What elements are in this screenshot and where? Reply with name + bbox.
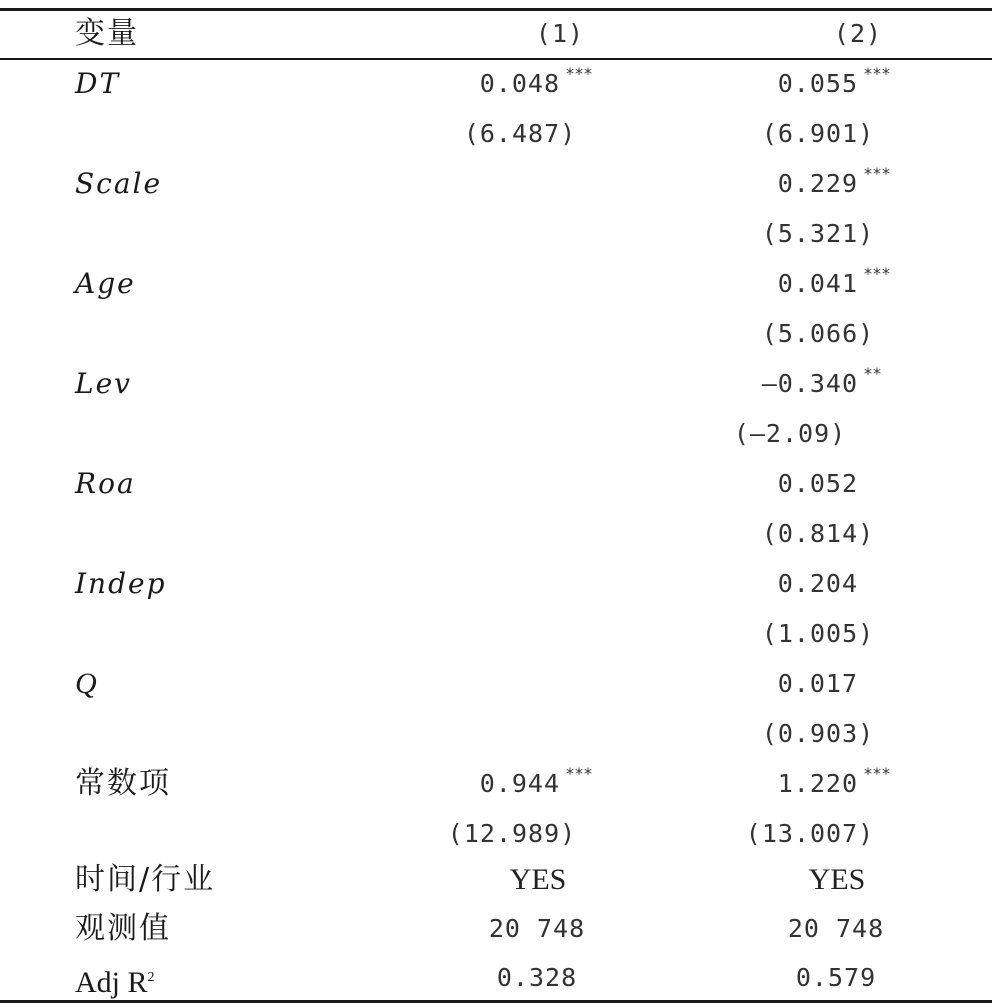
table-row xyxy=(0,359,992,409)
fixed-effects-col1: YES xyxy=(509,863,567,896)
table-row xyxy=(0,509,992,559)
table-row xyxy=(0,609,992,659)
table-row xyxy=(0,409,992,459)
variable-label: Q xyxy=(75,667,99,700)
header-row xyxy=(0,9,992,59)
tstat-col2: (—2.09) xyxy=(733,419,847,448)
coef-col2: 0.052 xyxy=(777,469,858,498)
tstat-col2: (6.901) xyxy=(761,119,875,148)
table-row xyxy=(0,904,992,954)
table-row xyxy=(0,259,992,309)
adj-r2-col1: 0.328 xyxy=(496,963,578,992)
variable-label: Roa xyxy=(75,467,136,500)
tstat-col2: (0.903) xyxy=(761,719,875,748)
fixed-effects-col2: YES xyxy=(808,863,866,896)
table-row xyxy=(0,855,992,905)
significance-stars: *** xyxy=(864,264,891,283)
coef-col1: 0.944 *** xyxy=(480,759,560,809)
header-variable: 变量 xyxy=(75,16,139,51)
coef-col2: 0.017 xyxy=(777,669,858,698)
variable-label: 时间/行业 xyxy=(75,862,216,897)
table-row xyxy=(0,559,992,609)
significance-stars: *** xyxy=(864,164,891,183)
table-row xyxy=(0,209,992,259)
tstat-col1: (12.989) xyxy=(447,819,577,848)
tstat-col2: (0.814) xyxy=(761,519,875,548)
coef-col2: 1.220 *** xyxy=(778,759,858,809)
table-row xyxy=(0,109,992,159)
significance-stars: ** xyxy=(864,364,882,383)
observations-col2: 20 748 xyxy=(787,914,885,943)
variable-label: 常数项 xyxy=(75,766,171,801)
significance-stars: *** xyxy=(566,64,593,83)
coef-col1: 0.048 *** xyxy=(480,59,560,109)
variable-label: Age xyxy=(75,267,136,300)
tstat-col2: (1.005) xyxy=(761,619,875,648)
variable-label: 观测值 xyxy=(75,911,171,946)
header-col1: (1) xyxy=(535,19,585,48)
observations-col1: 20 748 xyxy=(488,914,586,943)
variable-label: Scale xyxy=(75,167,163,200)
table-row xyxy=(0,159,992,209)
bottom-rule xyxy=(0,1000,992,1003)
coef-col2: —0.340 ** xyxy=(762,359,858,409)
significance-stars: *** xyxy=(566,764,593,783)
variable-label: Adj $R^2$ xyxy=(75,966,155,999)
table-row xyxy=(0,759,992,809)
adj-r2-col2: 0.579 xyxy=(795,963,877,992)
table-row xyxy=(0,309,992,359)
coef-col2: 0.229 *** xyxy=(778,159,858,209)
tstat-col2: (5.066) xyxy=(761,319,875,348)
table-row xyxy=(0,459,992,509)
table-row xyxy=(0,59,992,109)
coef-col2: 0.055 *** xyxy=(778,59,858,109)
variable-label: Indep xyxy=(75,567,167,600)
variable-label: DT xyxy=(75,67,121,100)
table-row xyxy=(0,709,992,759)
significance-stars: *** xyxy=(864,64,891,83)
table-row xyxy=(0,659,992,709)
coef-col2: 0.041 *** xyxy=(778,259,858,309)
table-row xyxy=(0,953,992,1003)
tstat-col2: (13.007) xyxy=(745,819,875,848)
table-row xyxy=(0,809,992,859)
coef-col2: 0.204 xyxy=(777,569,858,598)
tstat-col2: (5.321) xyxy=(761,219,875,248)
tstat-col1: (6.487) xyxy=(463,119,577,148)
significance-stars: *** xyxy=(864,764,891,783)
header-col2: (2) xyxy=(833,19,883,48)
variable-label: Lev xyxy=(75,367,132,400)
superscript: 2 xyxy=(147,970,155,985)
